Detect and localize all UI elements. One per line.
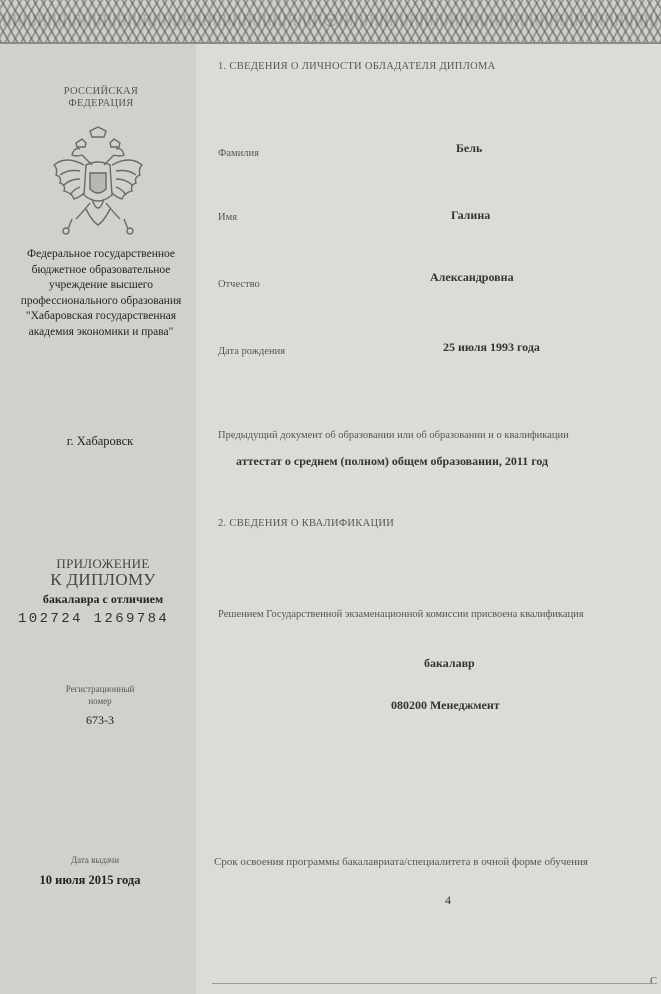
issuer-line: Федеральное государственное (26, 248, 175, 260)
issue-date-label: Дата выдачи (70, 855, 120, 865)
section1-title: 1. СВЕДЕНИЯ О ЛИЧНОСТИ ОБЛАДАТЕЛЯ ДИПЛОМА (218, 61, 496, 72)
patronymic-label: Отчество (218, 279, 260, 290)
prev-doc-label: Предыдущий документ об образовании или об образовании и о квалификации (218, 430, 569, 441)
degree-type: бакалавра с отличием (42, 592, 164, 606)
issuer-city: г. Хабаровск (66, 434, 134, 448)
corner-mark: С (650, 976, 658, 987)
issuer-name (8, 247, 194, 340)
reg-label (40, 683, 160, 707)
qualification-value: бакалавр (424, 656, 475, 670)
surname-value: Бель (456, 141, 483, 155)
birth-date-value: 25 июля 1993 года (443, 340, 540, 354)
qualification-decision: Решением Государственной экзаменационной комиссии присвоена квалификация (218, 609, 584, 620)
coat-of-arms-icon (46, 125, 150, 237)
specialty-value: 080200 Менеджмент (391, 698, 500, 712)
surname-label: Фамилия (218, 148, 259, 159)
section2-title: 2. СВЕДЕНИЯ О КВАЛИФИКАЦИИ (218, 518, 395, 529)
issuer-line: бюджетное образовательное (31, 263, 171, 276)
name-label: Имя (218, 212, 238, 223)
supplement-title: ПРИЛОЖЕНИЕ (56, 556, 150, 571)
issuer-line: академия экономики и права" (28, 325, 174, 338)
program-duration-value: 4 (445, 893, 451, 907)
supplement-subtitle: К ДИПЛОМУ (50, 570, 156, 589)
issuer-line: "Хабаровская государственная (25, 310, 177, 322)
reg-label-line: Регистрационный (65, 684, 135, 694)
ornamental-border (0, 0, 661, 44)
issue-date: 10 июля 2015 года (39, 873, 141, 887)
birth-date-label: Дата рождения (218, 346, 286, 357)
prev-doc-value: аттестат о среднем (полном) общем образовании, 2011 год (236, 454, 549, 468)
issuer-line: профессионального образования (20, 294, 182, 307)
reg-number: 673-3 (86, 713, 114, 727)
supplement-number: 102724 1269784 (18, 611, 170, 627)
program-duration-label: Срок освоения программы бакалавриата/специалитета в очной форме обучения (214, 856, 588, 868)
country-name: РОССИЙСКАЯ ФЕДЕРАЦИЯ (63, 86, 139, 109)
patronymic-value: Александровна (430, 270, 514, 284)
issuer-line: учреждение высшего (49, 279, 153, 291)
reg-label-line: номер (88, 696, 112, 706)
name-value: Галина (451, 208, 491, 222)
divider (212, 983, 652, 984)
